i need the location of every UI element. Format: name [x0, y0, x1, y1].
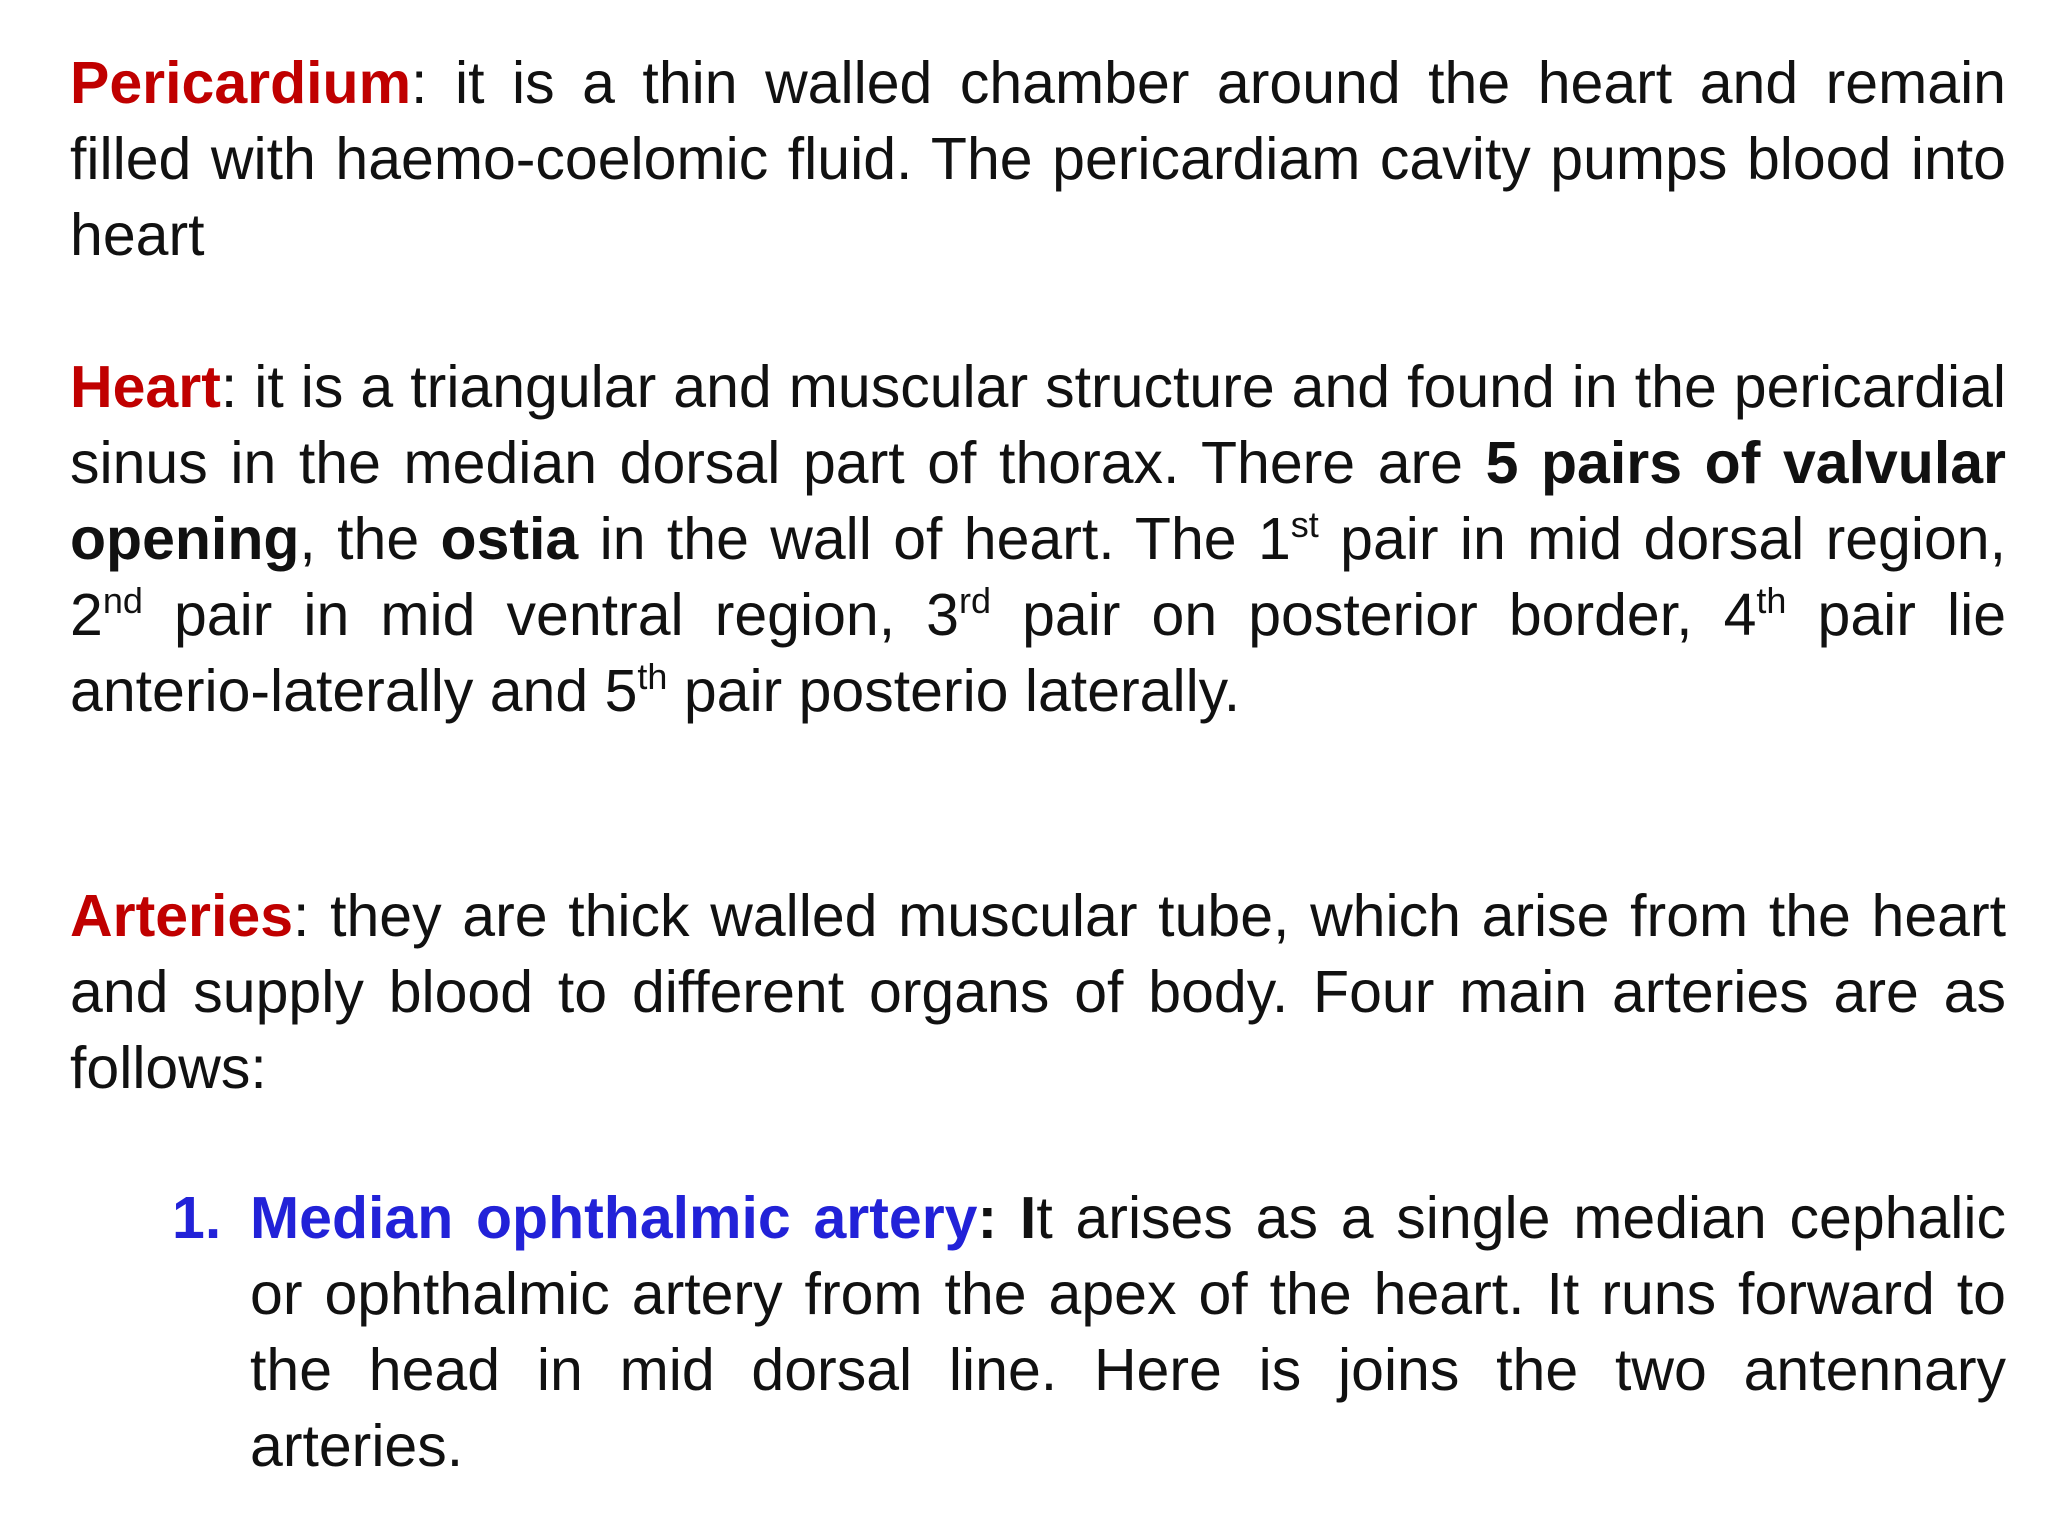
heart-text-6: pair on posterior border, 4 — [991, 582, 1757, 648]
arteries-paragraph — [70, 878, 2006, 1106]
heart-paragraph — [70, 349, 2006, 729]
heart-sup-2: nd — [102, 580, 143, 621]
list-item — [172, 1180, 2006, 1484]
pericardium-paragraph — [70, 45, 2006, 273]
heart-sup-3: rd — [958, 580, 991, 621]
heart-text-1: : it is a triangular and muscular structure and found in the pericardial sinus in the median dorsal part of thorax. There are — [70, 354, 2006, 496]
heart-sup-5: th — [637, 656, 668, 697]
arteries-text: : they are thick walled muscular tube, which arise from the heart and supply blood to different organs of body. Four main arteries are as follows: — [70, 883, 2006, 1101]
heart-text-2: , the — [299, 506, 441, 572]
pericardium-text: : it is a thin walled chamber around the heart and remain filled with haemo-coelomic fluid. The pericardiam cavity pumps blood into heart — [70, 50, 2006, 268]
heart-term: Heart — [70, 354, 221, 420]
pericardium-term: Pericardium — [70, 50, 412, 116]
heart-sup-1: st — [1290, 504, 1319, 545]
arteries-term: Arteries — [70, 883, 294, 949]
list-item-colon: : — [977, 1185, 998, 1251]
list-item-initial: I — [997, 1185, 1037, 1251]
list-item-term: Median ophthalmic artery — [250, 1185, 978, 1251]
heart-text-7: pair lie anterio-laterally and 5 — [70, 582, 2007, 724]
heart-bold-ostia: ostia — [440, 506, 579, 572]
heart-sup-4: th — [1756, 580, 1787, 621]
heart-text-8: pair posterio laterally. — [667, 658, 1241, 724]
list-item-text: t arises as a single median cephalic or ophthalmic artery from the apex of the heart. It runs forward to the head in mid dorsal line. Here is joins the two antennary arteries. — [250, 1185, 2006, 1479]
heart-text-5: pair in mid ventral region, 3 — [142, 582, 959, 648]
heart-bold-valvular: 5 pairs of valvular opening — [70, 430, 2006, 572]
heart-text-4: pair in mid dorsal region, 2 — [70, 506, 2006, 648]
list-item-number: 1. — [172, 1185, 222, 1251]
heart-text-3: in the wall of heart. The 1 — [578, 506, 1291, 572]
